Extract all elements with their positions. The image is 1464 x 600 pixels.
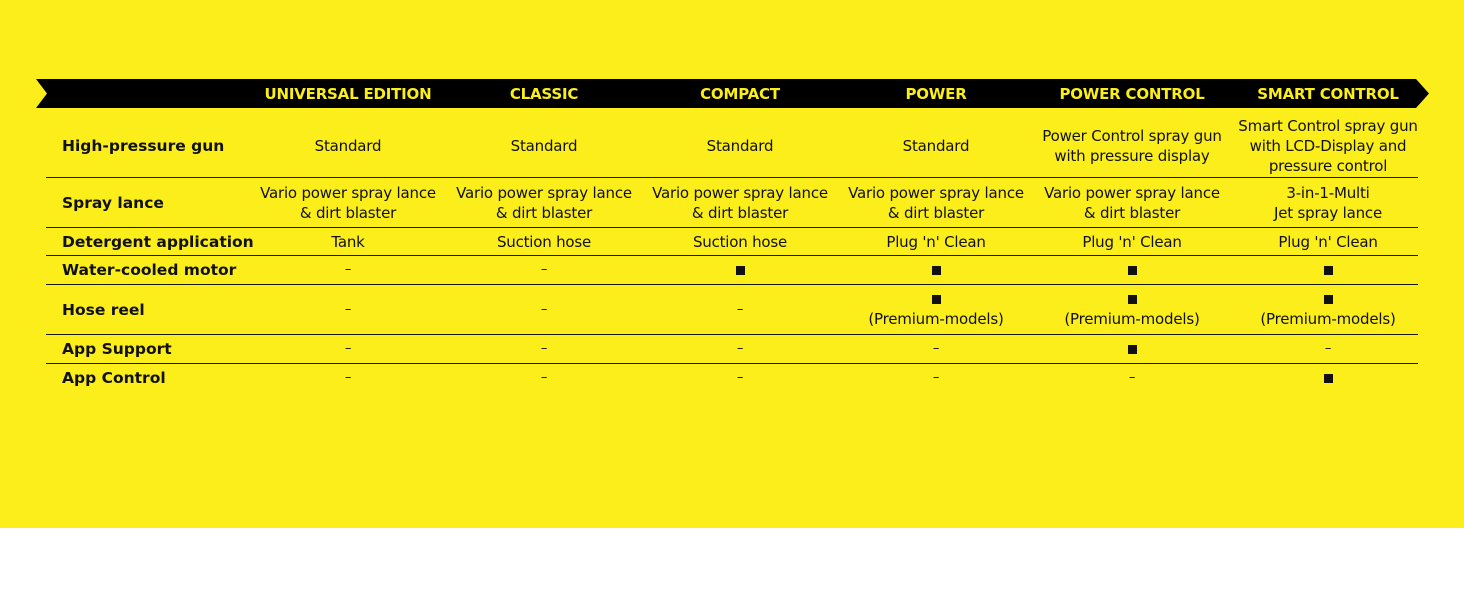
table-cell — [250, 178, 446, 227]
table-cell — [1230, 228, 1426, 255]
table-cell — [446, 285, 642, 334]
column-header-power: POWER — [905, 84, 967, 103]
cell-text: & dirt blaster — [1083, 203, 1181, 222]
cell-text: Power Control spray gun — [1042, 126, 1222, 145]
row-label: App Support — [62, 340, 172, 358]
feature-included-icon — [1128, 266, 1137, 275]
table-cell — [1230, 364, 1426, 392]
row-label: Spray lance — [62, 193, 164, 212]
cell-text: Vario power spray lance — [1044, 183, 1220, 202]
table-row — [46, 364, 1418, 392]
feature-not-included: – — [540, 301, 548, 317]
row-label: App Control — [62, 369, 166, 387]
table-cell — [250, 228, 446, 255]
column-header-classic: CLASSIC — [509, 84, 579, 103]
table-cell — [1034, 178, 1230, 227]
feature-included-icon — [932, 266, 941, 275]
cell-text: Plug 'n' Clean — [1278, 232, 1378, 251]
column-header-compact: COMPACT — [700, 84, 780, 103]
cell-text: & dirt blaster — [691, 203, 789, 222]
table-cell — [838, 178, 1034, 227]
table-cell — [642, 256, 838, 284]
cell-text: Suction hose — [496, 232, 592, 251]
feature-included-icon — [1128, 295, 1137, 304]
cell-text: Smart Control spray gun — [1238, 116, 1418, 135]
table-row — [46, 178, 1418, 228]
table-cell — [642, 335, 838, 363]
cell-text: & dirt blaster — [887, 203, 985, 222]
row-label: High-pressure gun — [62, 136, 225, 155]
table-cell — [1034, 285, 1230, 334]
cell-text: pressure control — [1268, 156, 1388, 175]
table-cell — [838, 285, 1034, 334]
table-cell — [1034, 364, 1230, 392]
table-row — [46, 114, 1418, 178]
cell-text: Plug 'n' Clean — [886, 232, 986, 251]
table-row — [46, 335, 1418, 364]
cell-text: Vario power spray lance — [456, 183, 632, 202]
table-cell — [642, 285, 838, 334]
feature-not-included: – — [540, 341, 548, 356]
table-cell — [446, 178, 642, 227]
cell-text: with pressure display — [1054, 146, 1210, 165]
cell-text: Standard — [706, 136, 774, 155]
cell-text: Standard — [510, 136, 578, 155]
table-cell — [250, 335, 446, 363]
table-cell — [250, 364, 446, 392]
feature-not-included: – — [932, 341, 940, 356]
column-header-smart-control: SMART CONTROL — [1257, 84, 1399, 103]
feature-not-included: – — [1128, 370, 1136, 385]
table-cell — [250, 285, 446, 334]
table-row — [46, 285, 1418, 335]
table-row — [46, 228, 1418, 256]
feature-not-included: – — [344, 262, 352, 277]
table-cell — [642, 178, 838, 227]
table-cell — [250, 114, 446, 177]
cell-text: Plug 'n' Clean — [1082, 232, 1182, 251]
table-cell — [446, 114, 642, 177]
table-cell — [838, 114, 1034, 177]
row-label: Water-cooled motor — [62, 261, 237, 279]
table-cell — [446, 256, 642, 284]
cell-text: (Premium-models) — [1260, 310, 1396, 328]
feature-not-included: – — [540, 370, 548, 385]
table-cell — [838, 228, 1034, 255]
column-header-power-control: POWER CONTROL — [1059, 84, 1205, 103]
cell-text: (Premium-models) — [1064, 310, 1200, 328]
cell-text: Jet spray lance — [1274, 203, 1382, 222]
table-cell — [446, 364, 642, 392]
table-cell — [642, 114, 838, 177]
cell-text: & dirt blaster — [299, 203, 397, 222]
cell-text: Tank — [331, 232, 365, 251]
feature-included-icon — [1324, 374, 1333, 383]
table-cell — [446, 335, 642, 363]
cell-text: with LCD-Display and — [1249, 136, 1407, 155]
column-header-universal-edition: UNIVERSAL EDITION — [264, 84, 432, 103]
cell-text: & dirt blaster — [495, 203, 593, 222]
feature-included-icon — [932, 295, 941, 304]
table-cell — [838, 364, 1034, 392]
table-row — [46, 256, 1418, 285]
table-cell — [1230, 178, 1426, 227]
cell-text: Vario power spray lance — [848, 183, 1024, 202]
feature-not-included: – — [736, 301, 744, 317]
table-cell — [446, 228, 642, 255]
row-label: Detergent application — [62, 232, 254, 251]
table-cell — [250, 256, 446, 284]
table-cell — [1034, 335, 1230, 363]
cell-text: Standard — [902, 136, 970, 155]
feature-not-included: – — [344, 301, 352, 317]
table-cell — [838, 335, 1034, 363]
table-cell — [1230, 114, 1426, 177]
feature-not-included: – — [736, 370, 744, 385]
table-cell — [1034, 228, 1230, 255]
table-cell — [1230, 335, 1426, 363]
feature-not-included: – — [344, 341, 352, 356]
table-cell — [1034, 256, 1230, 284]
table-cell — [1230, 285, 1426, 334]
feature-not-included: – — [540, 262, 548, 277]
cell-text: (Premium-models) — [868, 310, 1004, 328]
table-cell — [838, 256, 1034, 284]
feature-included-icon — [1324, 295, 1333, 304]
feature-not-included: – — [736, 341, 744, 356]
cell-text: 3-in-1-Multi — [1286, 183, 1370, 202]
feature-not-included: – — [1324, 341, 1332, 356]
feature-included-icon — [1324, 266, 1333, 275]
row-label: Hose reel — [62, 300, 145, 319]
table-cell — [1230, 256, 1426, 284]
table-cell — [1034, 114, 1230, 177]
cell-text: Vario power spray lance — [260, 183, 436, 202]
feature-not-included: – — [932, 370, 940, 385]
feature-included-icon — [736, 266, 745, 275]
feature-not-included: – — [344, 370, 352, 385]
cell-text: Standard — [314, 136, 382, 155]
cell-text: Vario power spray lance — [652, 183, 828, 202]
cell-text: Suction hose — [692, 232, 788, 251]
table-cell — [642, 228, 838, 255]
table-cell — [642, 364, 838, 392]
feature-included-icon — [1128, 345, 1137, 354]
